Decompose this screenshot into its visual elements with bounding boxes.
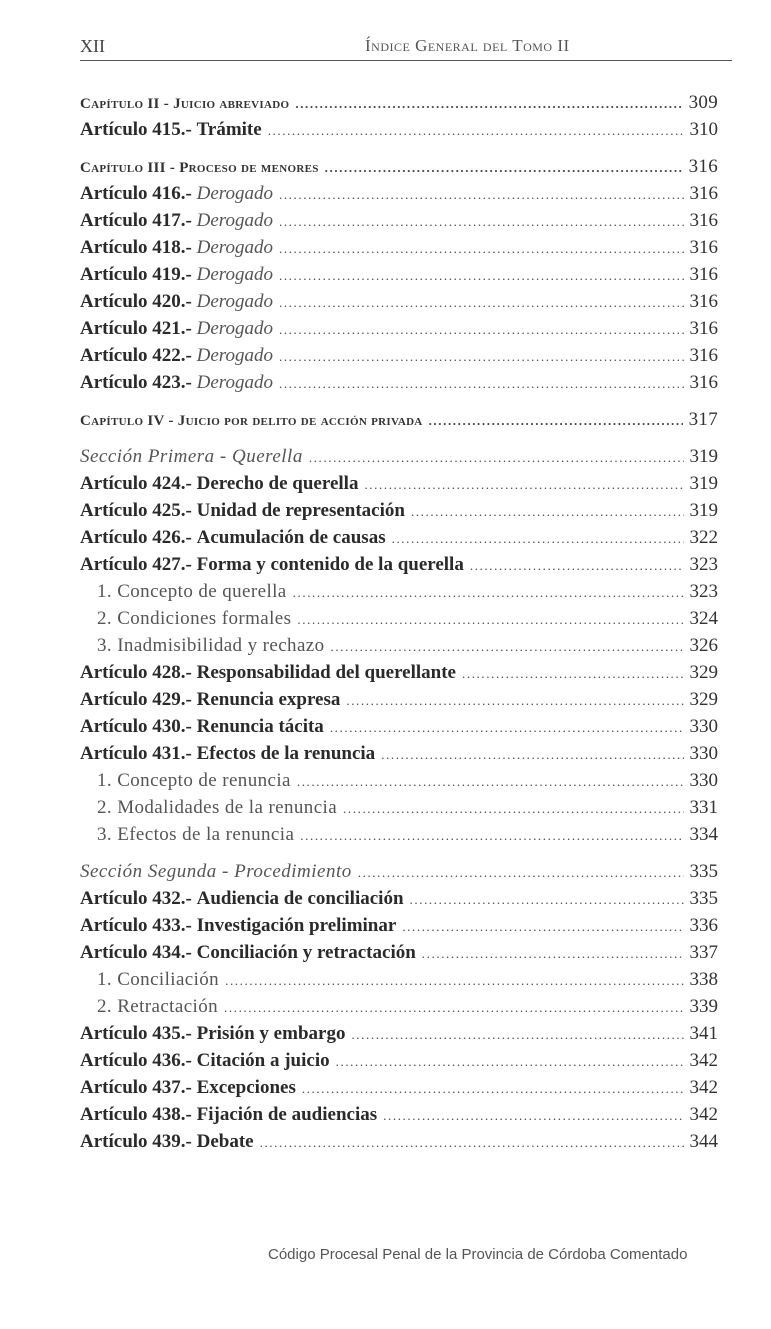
toc-sub-row — [80, 966, 718, 993]
toc-entry-label — [80, 1047, 330, 1074]
article-number: Artículo 420.- — [80, 291, 192, 312]
toc-sub-row — [80, 993, 718, 1020]
toc-spacer — [80, 143, 718, 153]
toc-sub-row — [80, 794, 718, 821]
article-number: Artículo 415.- — [80, 119, 192, 140]
dot-leader — [279, 316, 684, 343]
article-number: Artículo 435.- — [80, 1023, 192, 1044]
toc-entry-label — [80, 288, 273, 315]
article-title: Acumulación de causas — [196, 527, 386, 548]
toc-entry-label — [80, 1101, 377, 1128]
dot-leader — [279, 235, 684, 262]
article-number: Artículo 434.- — [80, 942, 192, 963]
dot-leader — [462, 660, 684, 687]
toc-article-row — [80, 369, 718, 396]
dot-leader — [302, 1075, 684, 1102]
article-title: Derogado — [196, 345, 273, 366]
toc-section-row — [80, 443, 718, 470]
toc-page-number: 322 — [689, 527, 718, 548]
toc-entry-label: 1. Conciliación — [97, 969, 220, 990]
dot-leader — [300, 822, 683, 849]
toc-article-row — [80, 713, 718, 740]
dot-leader — [260, 1129, 684, 1156]
article-title: Derogado — [196, 264, 273, 285]
running-title: Índice General del Tomo II — [365, 36, 570, 55]
article-number: Artículo 416.- — [80, 183, 192, 204]
toc-article-row — [80, 180, 718, 207]
toc-page-number: 337 — [689, 942, 718, 963]
article-title: Derogado — [196, 291, 273, 312]
toc-entry-label — [80, 1020, 345, 1047]
toc-entry-label — [80, 261, 273, 288]
toc-article-row — [80, 939, 718, 966]
article-number: Artículo 427.- — [80, 554, 192, 575]
dot-leader — [268, 117, 684, 144]
toc-entry-label — [80, 686, 340, 713]
article-number: Artículo 426.- — [80, 527, 192, 548]
toc-sub-row — [80, 578, 718, 605]
page-number: XII — [80, 36, 105, 56]
table-of-contents — [80, 89, 718, 1155]
toc-article-row — [80, 116, 718, 143]
toc-article-row — [80, 740, 718, 767]
toc-article-row — [80, 315, 718, 342]
article-title: Derogado — [196, 237, 273, 258]
dot-leader — [293, 579, 684, 606]
toc-entry-label — [80, 116, 262, 143]
article-title: Efectos de la renuncia — [196, 743, 376, 764]
article-number: Artículo 432.- — [80, 888, 192, 909]
article-number: Artículo 422.- — [80, 345, 192, 366]
toc-page-number: 334 — [689, 824, 718, 845]
article-number: Artículo 438.- — [80, 1104, 192, 1125]
toc-section-row — [80, 858, 718, 885]
article-title: Derogado — [196, 372, 273, 393]
toc-page-number: 330 — [689, 743, 718, 764]
article-title: Forma y contenido de la querella — [196, 554, 464, 575]
article-number: Artículo 431.- — [80, 743, 192, 764]
toc-page-number: 316 — [689, 183, 718, 204]
toc-page-number: 336 — [689, 915, 718, 936]
dot-leader — [279, 343, 684, 370]
dot-leader — [331, 633, 684, 660]
article-number: Artículo 419.- — [80, 264, 192, 285]
dot-leader — [410, 886, 684, 913]
toc-page-number: 316 — [689, 345, 718, 366]
article-title: Derogado — [196, 318, 273, 339]
toc-entry-label — [80, 315, 273, 342]
dot-leader — [358, 859, 684, 886]
toc-entry-label — [80, 939, 416, 966]
toc-entry-label — [80, 234, 273, 261]
article-number: Artículo 433.- — [80, 915, 192, 936]
toc-article-row — [80, 470, 718, 497]
toc-entry-label: Capítulo III - Proceso de menores — [80, 160, 319, 176]
dot-leader — [411, 498, 684, 525]
toc-article-row — [80, 1020, 718, 1047]
article-title: Derecho de querella — [196, 473, 359, 494]
article-title: Citación a juicio — [196, 1050, 330, 1071]
article-number: Artículo 424.- — [80, 473, 192, 494]
toc-entry-label — [80, 713, 324, 740]
toc-article-row — [80, 885, 718, 912]
dot-leader — [402, 913, 683, 940]
toc-entry-label — [80, 369, 273, 396]
article-number: Artículo 425.- — [80, 500, 192, 521]
article-number: Artículo 436.- — [80, 1050, 192, 1071]
toc-page-number: 316 — [689, 318, 718, 339]
article-title: Fijación de audiencias — [196, 1104, 378, 1125]
dot-leader — [297, 606, 683, 633]
toc-entry-label: 3. Inadmisibilidad y rechazo — [97, 635, 325, 656]
dot-leader — [224, 994, 683, 1021]
dot-leader — [422, 940, 684, 967]
dot-leader — [351, 1021, 683, 1048]
toc-page-number: 329 — [689, 689, 718, 710]
article-number: Artículo 417.- — [80, 210, 192, 231]
article-title: Prisión y embargo — [196, 1023, 346, 1044]
article-title: Excepciones — [196, 1077, 296, 1098]
dot-leader — [295, 90, 682, 117]
dot-leader — [225, 967, 683, 994]
toc-article-row — [80, 342, 718, 369]
toc-sub-row — [80, 821, 718, 848]
article-title: Renuncia expresa — [196, 689, 341, 710]
dot-leader — [330, 714, 684, 741]
toc-page-number: 342 — [689, 1077, 718, 1098]
toc-entry-label — [80, 470, 358, 497]
toc-page-number: 310 — [689, 119, 718, 140]
dot-leader — [279, 208, 684, 235]
toc-page-number: 330 — [689, 770, 718, 791]
toc-article-row — [80, 524, 718, 551]
toc-chapter-row — [80, 153, 718, 180]
toc-entry-label: 1. Concepto de renuncia — [97, 770, 291, 791]
article-title: Conciliación y retractación — [196, 942, 416, 963]
toc-page-number: 335 — [689, 888, 718, 909]
toc-page-number: 316 — [689, 291, 718, 312]
toc-page-number: 309 — [688, 92, 718, 113]
toc-article-row — [80, 912, 718, 939]
toc-article-row — [80, 497, 718, 524]
toc-page-number: 331 — [689, 797, 718, 818]
toc-entry-label — [80, 207, 273, 234]
page-header — [80, 34, 732, 61]
toc-page-number: 323 — [689, 581, 718, 602]
toc-article-row — [80, 1101, 718, 1128]
dot-leader — [297, 768, 684, 795]
article-number: Artículo 430.- — [80, 716, 192, 737]
toc-page-number: 341 — [689, 1023, 718, 1044]
dot-leader — [392, 525, 684, 552]
toc-page-number: 317 — [688, 409, 718, 430]
toc-entry-label: 3. Efectos de la renuncia — [97, 824, 295, 845]
toc-page-number: 316 — [688, 156, 718, 177]
article-title: Responsabilidad del querellante — [196, 662, 456, 683]
toc-entry-label: 2. Modalidades de la renuncia — [97, 797, 338, 818]
toc-entry-label — [80, 551, 464, 578]
toc-article-row — [80, 1128, 718, 1155]
article-number: Artículo 421.- — [80, 318, 192, 339]
toc-entry-label — [80, 1128, 254, 1155]
toc-article-row — [80, 261, 718, 288]
article-title: Derogado — [196, 210, 273, 231]
toc-article-row — [80, 1047, 718, 1074]
toc-entry-label — [80, 885, 404, 912]
article-number: Artículo 429.- — [80, 689, 192, 710]
toc-page-number: 316 — [689, 237, 718, 258]
dot-leader — [279, 262, 684, 289]
article-number: Artículo 437.- — [80, 1077, 192, 1098]
toc-page-number: 335 — [689, 861, 718, 882]
toc-spacer — [80, 848, 718, 858]
toc-sub-row — [80, 605, 718, 632]
article-number: Artículo 439.- — [80, 1131, 192, 1152]
toc-page-number: 344 — [689, 1131, 718, 1152]
toc-page-number: 342 — [689, 1104, 718, 1125]
dot-leader — [429, 407, 683, 434]
toc-page-number: 323 — [689, 554, 718, 575]
toc-entry-label — [80, 740, 375, 767]
toc-page-number: 316 — [689, 264, 718, 285]
toc-page-number: 326 — [689, 635, 718, 656]
dot-leader — [343, 795, 683, 822]
toc-page-number: 324 — [689, 608, 718, 629]
article-title: Investigación preliminar — [196, 915, 397, 936]
toc-article-row — [80, 686, 718, 713]
toc-entry-label: Capítulo II - Juicio abreviado — [80, 96, 290, 112]
toc-article-row — [80, 551, 718, 578]
article-title: Audiencia de conciliación — [196, 888, 404, 909]
toc-page-number: 319 — [689, 500, 718, 521]
toc-article-row — [80, 1074, 718, 1101]
toc-page-number: 319 — [689, 446, 718, 467]
toc-article-row — [80, 207, 718, 234]
article-number: Artículo 423.- — [80, 372, 192, 393]
toc-page-number: 330 — [689, 716, 718, 737]
toc-sub-row — [80, 767, 718, 794]
toc-page-number: 342 — [689, 1050, 718, 1071]
toc-page-number: 339 — [689, 996, 718, 1017]
dot-leader — [309, 444, 684, 471]
toc-entry-label: Sección Segunda - Procedimiento — [80, 861, 352, 882]
toc-page-number: 316 — [689, 210, 718, 231]
article-number: Artículo 428.- — [80, 662, 192, 683]
dot-leader — [381, 741, 683, 768]
toc-entry-label — [80, 912, 396, 939]
toc-entry-label: 1. Concepto de querella — [97, 581, 287, 602]
dot-leader — [383, 1102, 683, 1129]
toc-chapter-row — [80, 89, 718, 116]
toc-article-row — [80, 288, 718, 315]
toc-entry-label — [80, 524, 386, 551]
toc-entry-label — [80, 497, 405, 524]
toc-entry-label — [80, 659, 456, 686]
toc-entry-label — [80, 1074, 296, 1101]
page-footer: Código Procesal Penal de la Provincia de Córdoba Comentado — [268, 1246, 688, 1263]
toc-entry-label: 2. Retractación — [97, 996, 219, 1017]
article-title: Debate — [196, 1131, 254, 1152]
toc-page-number: 319 — [689, 473, 718, 494]
article-title: Unidad de representación — [196, 500, 405, 521]
toc-spacer — [80, 396, 718, 406]
toc-entry-label — [80, 180, 273, 207]
toc-sub-row — [80, 632, 718, 659]
article-title: Derogado — [196, 183, 273, 204]
toc-article-row — [80, 234, 718, 261]
toc-entry-label: 2. Condiciones formales — [97, 608, 292, 629]
dot-leader — [279, 370, 684, 397]
toc-entry-label: Capítulo IV - Juicio por delito de acción privada — [80, 413, 423, 429]
toc-page-number: 338 — [689, 969, 718, 990]
dot-leader — [279, 289, 684, 316]
dot-leader — [364, 471, 683, 498]
dot-leader — [279, 181, 684, 208]
article-title: Renuncia tácita — [196, 716, 324, 737]
toc-chapter-row — [80, 406, 718, 433]
dot-leader — [336, 1048, 684, 1075]
toc-page-number: 329 — [689, 662, 718, 683]
dot-leader — [325, 154, 683, 181]
dot-leader — [346, 687, 683, 714]
toc-entry-label — [80, 342, 273, 369]
article-title: Trámite — [196, 119, 262, 140]
toc-entry-label: Sección Primera - Querella — [80, 446, 303, 467]
toc-article-row — [80, 659, 718, 686]
dot-leader — [470, 552, 684, 579]
toc-page-number: 316 — [689, 372, 718, 393]
article-number: Artículo 418.- — [80, 237, 192, 258]
